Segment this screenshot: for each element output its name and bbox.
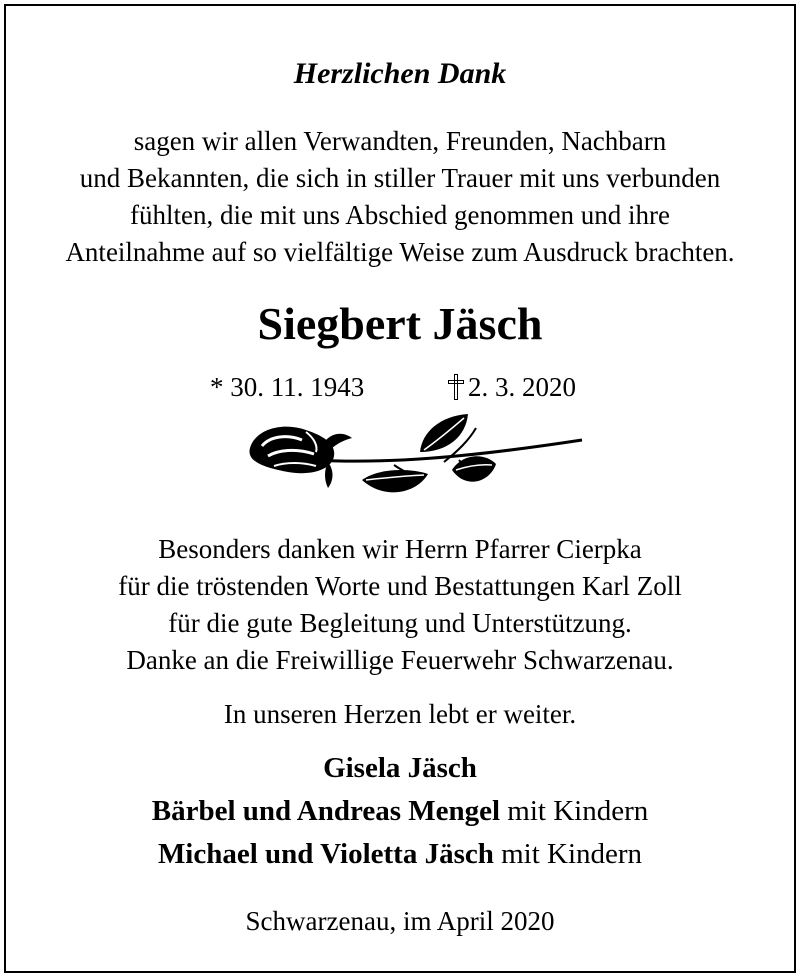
family-entry: [6, 790, 794, 833]
family-names: Gisela Jäsch: [323, 752, 477, 784]
deceased-name: Siegbert Jäsch: [257, 298, 543, 349]
intro-line: und Bekannten, die sich in stiller Trauer mit uns verbunden: [79, 163, 721, 193]
thanks-line: Besonders danken wir Herrn Pfarrer Cierpka: [158, 534, 642, 564]
family-suffix: mit Kindern: [493, 838, 643, 870]
family-entry: [6, 747, 794, 790]
family-entry: [6, 833, 794, 876]
intro-line: Anteilnahme auf so vielfältige Weise zum Ausdruck brachten.: [65, 237, 735, 267]
obituary-notice: [4, 4, 796, 973]
family-names: Michael und Violetta Jäsch: [157, 838, 494, 870]
cross-icon: [448, 374, 464, 398]
family-suffix: mit Kindern: [500, 795, 649, 827]
rose-illustration: [244, 410, 584, 506]
birth-date: * 30. 11. 1943: [210, 372, 365, 402]
thanks-text: [6, 531, 794, 679]
thanks-line: für die tröstenden Worte und Bestattungen Karl Zoll: [118, 571, 682, 601]
family-signatures: [6, 747, 794, 876]
intro-line: sagen wir allen Verwandten, Freunden, Nachbarn: [133, 126, 667, 156]
family-names: Bärbel und Andreas Mengel: [151, 795, 501, 827]
thanks-line: Danke an die Freiwillige Feuerwehr Schwarzenau.: [126, 645, 674, 675]
intro-line: fühlten, die mit uns Abschied genommen und ihre: [130, 200, 670, 230]
thanks-line: für die gute Begleitung und Unterstützung.: [168, 608, 632, 638]
death-date-group: [448, 369, 576, 405]
motto: In unseren Herzen lebt er weiter.: [223, 699, 577, 729]
notice-heading: Herzlichen Dank: [293, 57, 507, 90]
intro-text: [6, 123, 794, 271]
place-date: Schwarzenau, im April 2020: [245, 906, 555, 936]
death-date: 2. 3. 2020: [468, 372, 576, 402]
